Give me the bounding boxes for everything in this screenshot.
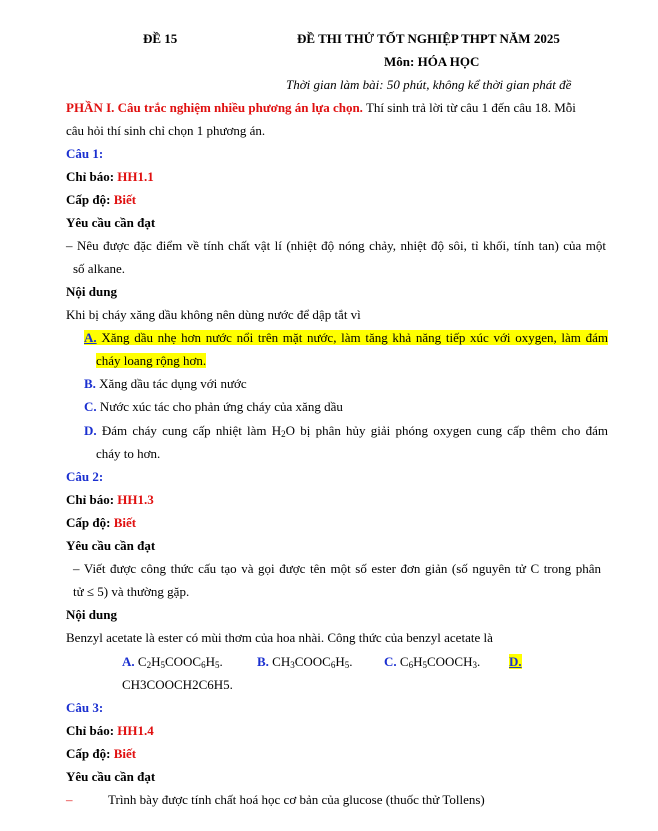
q2-b-label: B. [257, 654, 269, 669]
q2-b-formula: $CH_3COOC_6H_5$. [272, 654, 353, 670]
q1-option-b [84, 376, 247, 392]
q2-d-label: D. [509, 654, 522, 669]
q1-requirement-2: số alkane. [73, 261, 125, 276]
q2-option-b [257, 654, 353, 670]
q3-bullet-dash: – [66, 792, 73, 807]
q1-stem: Khi bị cháy xăng dầu không nên dùng nước để dập tắt vì [66, 307, 361, 322]
indicator-label: Chỉ báo: [66, 723, 118, 738]
q1-option-d [84, 423, 608, 439]
q1-c-text: Nước xúc tác cho phản ứng cháy của xăng dầu [96, 399, 343, 414]
q1-content-label: Nội dung [66, 284, 117, 299]
exam-code: ĐỀ 15 [143, 31, 178, 46]
indicator-label: Chỉ báo: [66, 492, 118, 507]
q2-c-formula: $C_6H_5COOCH_3$. [399, 654, 481, 670]
part1-heading: PHẦN I. Câu trắc nghiệm nhiều phương án lựa chọn. [66, 100, 363, 115]
q2-title: Câu 2: [66, 469, 104, 484]
q1-b-label: B. [84, 376, 96, 391]
q3-requirement-1: Trình bày được tính chất hoá học cơ bản của glucose (thuốc thử Tollens) [108, 792, 485, 807]
q3-title: Câu 3: [66, 700, 104, 715]
q2-requirement-1: – Viết được công thức cấu tạo và gọi được tên một số ester đơn giản (số nguyên tử C trong phân [73, 561, 601, 576]
q1-indicator-code: HH1.1 [117, 169, 154, 184]
q1-d-text-2: cháy to hơn. [96, 446, 161, 461]
q2-indicator [66, 492, 154, 508]
q1-d-text-post: O bị phân hủy giải phóng oxygen cung cấp thêm cho đám [285, 423, 608, 438]
q2-level-value: Biết [113, 515, 137, 530]
q1-indicator [66, 169, 154, 185]
indicator-label: Chỉ báo: [66, 169, 118, 184]
q3-level [66, 746, 136, 762]
q2-a-formula: $C_2H_5COOC_6H_5$. [137, 654, 223, 670]
q2-requirement-label: Yêu cầu cần đạt [66, 538, 156, 553]
time-note: Thời gian làm bài: 50 phút, không kể thời gian phát đề [286, 77, 572, 92]
q1-title: Câu 1: [66, 146, 104, 161]
part1-instruction-1: Thí sinh trả lời từ câu 1 đến câu 18. Mỗi [362, 100, 576, 115]
q1-option-c [84, 399, 343, 415]
level-label: Cấp độ: [66, 515, 114, 530]
q1-level-value: Biết [113, 192, 137, 207]
q2-option-d [509, 654, 522, 670]
q2-d-formula: CH3COOCH2C6H5. [122, 677, 233, 692]
q1-b-text: Xăng dầu tác dụng với nước [95, 376, 247, 391]
q1-a-text-1: Xăng dầu nhẹ hơn nước nổi trên mặt nước, làm tăng khả năng tiếp xúc với oxygen, làm đám [96, 330, 608, 345]
q3-indicator-code: HH1.4 [117, 723, 154, 738]
q3-requirement-label: Yêu cầu cần đạt [66, 769, 156, 784]
q3-level-value: Biết [113, 746, 137, 761]
q1-requirement-label: Yêu cầu cần đạt [66, 215, 156, 230]
q1-a-label: A. [84, 330, 97, 345]
q2-c-label: C. [384, 654, 397, 669]
q1-d-text-pre: Đám cháy cung cấp nhiệt làm H [96, 423, 282, 438]
q1-c-label: C. [84, 399, 97, 414]
q2-requirement-2: tử ≤ 5) và thường gặp. [73, 584, 190, 599]
q1-level [66, 192, 136, 208]
q1-requirement-1: – Nêu được đặc điểm về tính chất vật lí (nhiệt độ nóng chảy, nhiệt độ sôi, tỉ khối, tính tan) của một [66, 238, 606, 253]
level-label: Cấp độ: [66, 746, 114, 761]
level-label: Cấp độ: [66, 192, 114, 207]
q1-option-a-cont [96, 353, 206, 369]
q2-indicator-code: HH1.3 [117, 492, 154, 507]
q2-stem: Benzyl acetate là ester có mùi thơm của hoa nhài. Công thức của benzyl acetate là [66, 630, 493, 645]
exam-title: ĐỀ THI THỬ TỐT NGHIỆP THPT NĂM 2025 [297, 31, 560, 46]
q1-d-sub: 2 [281, 429, 286, 439]
part1-line1 [66, 100, 576, 116]
subject-title: Môn: HÓA HỌC [384, 54, 480, 69]
part1-instruction-2: câu hỏi thí sinh chỉ chọn 1 phương án. [66, 123, 266, 138]
q2-option-c [384, 654, 480, 670]
q2-content-label: Nội dung [66, 607, 117, 622]
q1-option-a [84, 330, 608, 346]
q1-a-text-2: cháy loang rộng hơn. [96, 353, 207, 368]
q1-d-label: D. [84, 423, 97, 438]
q2-option-a [122, 654, 223, 670]
q2-a-label: A. [122, 654, 135, 669]
q2-level [66, 515, 136, 531]
q3-indicator [66, 723, 154, 739]
